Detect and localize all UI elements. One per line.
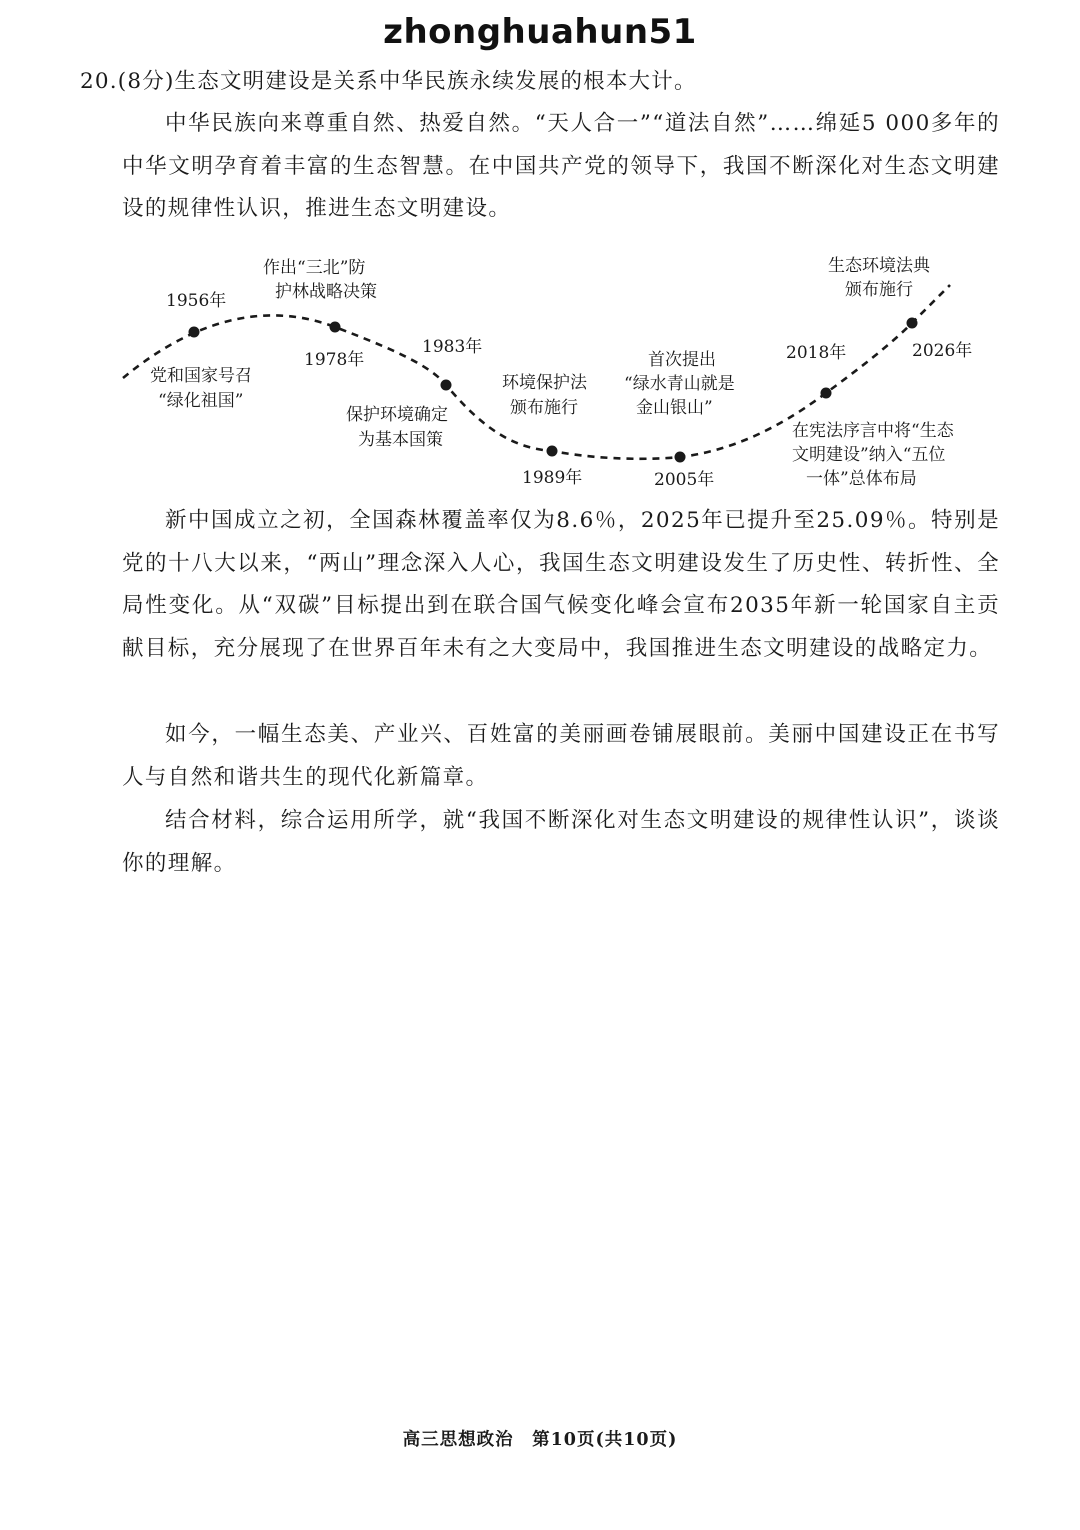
page-footer: 高三思想政治 第10页(共10页) xyxy=(402,1430,678,1450)
event-dot-1983 xyxy=(441,380,452,391)
event-text-2018-line1: 在宪法序言中将“生态 xyxy=(792,421,954,441)
event-text-1978-line1: 作出“三北”防 xyxy=(263,258,366,278)
event-year-2018: 2018年 xyxy=(786,343,847,363)
event-text-1983-line1: 保护环境确定 xyxy=(346,405,448,425)
event-text-1956-line2: “绿化祖国” xyxy=(158,391,244,411)
event-text-2005-line1: 首次提出 xyxy=(648,350,716,370)
event-text-2026-line2: 颁布施行 xyxy=(845,280,913,300)
event-year-1983: 1983年 xyxy=(422,337,483,357)
event-year-2026: 2026年 xyxy=(912,341,973,361)
event-text-2005-line2: “绿水青山就是 xyxy=(624,374,735,394)
event-dot-1956 xyxy=(189,327,200,338)
event-text-2026-line1: 生态环境法典 xyxy=(828,256,930,276)
paragraph-1: 中华民族向来尊重自然、热爱自然。“天人合一”“道法自然”……绵延5 000多年的中华文明孕育着丰富的生态智慧。在中国共产党的领导下，我国不断深化对生态文明建设的规律性认识，推进生态文明建设。 xyxy=(122,111,1000,221)
event-text-1956-line1: 党和国家号召 xyxy=(150,366,252,386)
paragraph-3: 如今，一幅生态美、产业兴、百姓富的美丽画卷铺展眼前。美丽中国建设正在书写人与自然和谐共生的现代化新篇章。 xyxy=(122,722,1000,790)
event-dot-2026 xyxy=(907,318,918,329)
timeline-diagram xyxy=(0,240,1080,500)
event-text-2005-line3: 金山银山” xyxy=(636,398,713,418)
paragraph-2: 新中国成立之初，全国森林覆盖率仅为8.6％，2025年已提升至25.09％。特别是党的十八大以来，“两山”理念深入人心，我国生态文明建设发生了历史性、转折性、全局性变化。从“双碳”目标提出到在联合国气候变化峰会宣布2035年新一轮国家自主贡献目标，充分展现了在世界百年未有之大变局中，我国推进生态文明建设的战略定力。 xyxy=(122,508,1000,661)
event-dot-2005 xyxy=(675,452,686,463)
event-text-1978-line2: 护林战略决策 xyxy=(275,282,377,302)
event-year-1956: 1956年 xyxy=(166,291,227,311)
event-text-2018-line3: 一体”总体布局 xyxy=(806,469,917,489)
question-heading: 20.(8分)生态文明建设是关系中华民族永续发展的根本大计。 xyxy=(80,69,697,94)
event-text-1989-line1: 环境保护法 xyxy=(502,373,587,393)
event-year-1978: 1978年 xyxy=(304,350,365,370)
event-dot-2018 xyxy=(821,388,832,399)
event-dot-1978 xyxy=(330,322,341,333)
event-year-1989: 1989年 xyxy=(522,468,583,488)
event-text-2018-line2: 文明建设”纳入“五位 xyxy=(792,445,946,465)
event-dot-1989 xyxy=(547,446,558,457)
event-year-2005: 2005年 xyxy=(654,470,715,490)
question-prompt: 结合材料，综合运用所学，就“我国不断深化对生态文明建设的规律性认识”，谈谈你的理解。 xyxy=(122,808,1000,876)
event-text-1983-line2: 为基本国策 xyxy=(358,430,443,450)
watermark: zhonghuahun51 xyxy=(383,12,697,52)
event-text-1989-line2: 颁布施行 xyxy=(510,398,578,418)
